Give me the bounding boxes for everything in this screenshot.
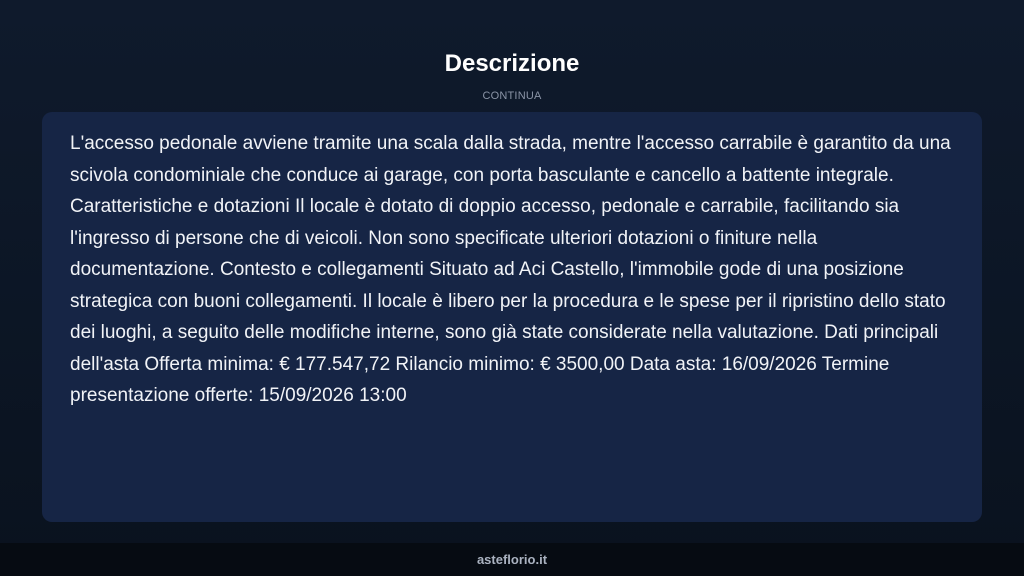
description-card: [42, 112, 982, 522]
continue-link[interactable]: CONTINUA: [482, 90, 542, 102]
footer-domain: asteflorio.it: [476, 552, 548, 567]
page-title: Descrizione: [444, 50, 580, 77]
description-text: L'accesso pedonale avviene tramite una scala dalla strada, mentre l'accesso carrabile è garantito da una scivola condominiale che conduce ai garage, con porta basculante e cancello a battente integrale. Caratteristiche e dotazioni Il locale è dotato di doppio accesso, pedonale e carrabile, facilitando sia l'ingresso di persone che di veicoli. Non sono specificate ulteriori dotazioni o finiture nella documentazione. Contesto e collegamenti Situato ad Aci Castello, l'immobile gode di una posizione strategica con buoni collegamenti. Il locale è libero per la procedura e le spese per il ripristino dello stato dei luoghi, a seguito delle modifiche interne, sono già state considerate nella valutazione. Dati principali dell'asta Offerta minima: € 177.547,72 Rilancio minimo: € 3500,00 Data asta: 16/09/2026 Termine presentazione offerte: 15/09/2026 13:00: [70, 133, 951, 406]
footer-bar: [0, 543, 1024, 576]
